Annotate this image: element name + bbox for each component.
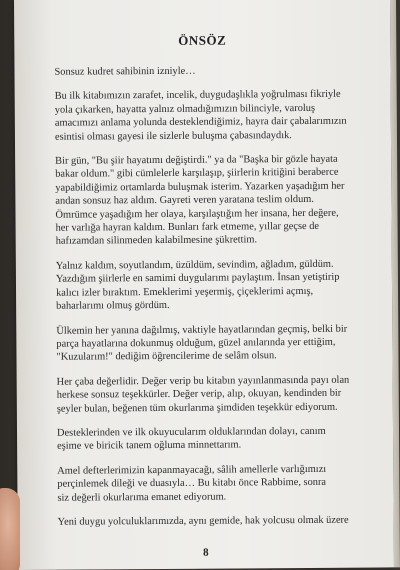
text-line: amacımızı anlama yolunda desteklendiğimiz, hayra dair çabalarımızın (54, 115, 347, 129)
text-line: perçinlemek dileği ve duasıyla… Bu kitabı önce Rabbime, sonra (57, 476, 327, 490)
paragraph (58, 513, 388, 529)
paragraph (57, 462, 387, 505)
text-line: Bir gün, "Bu şiir hayatımı değiştirdi." ya da "Başka bir gözle hayata (55, 153, 338, 167)
text-line: yola çıkarken, hayatta yalnız olmadığımızın bilinciyle, varoluş (54, 102, 316, 116)
page-edge (390, 0, 400, 567)
paragraph (56, 322, 386, 365)
paragraph (55, 88, 385, 144)
text-line: baharlarımı olmuş gördüm. (56, 300, 170, 312)
text-line: her varlığa hayran kaldım. Bunları fark etmeme, yıllar geçse de (55, 220, 320, 234)
text-line: herkese sonsuz teşekkürler. Değer verip, alıp, okuyan, kendinden bir (56, 387, 342, 401)
text-line: siz değerli okurlarıma emanet ediyorum. (57, 491, 227, 504)
text-line: Ülkemin her yanına dağılmış, vaktiyle hayatlarından geçmiş, belki bir (56, 323, 348, 337)
page-title: ÖNSÖZ (178, 32, 227, 48)
text-line: Bu ilk kitabımızın zarafet, incelik, duygudaşlıkla yoğrulması fikriyle (54, 89, 341, 103)
thumb (0, 488, 20, 570)
text-line: şeyler bulan, beğenen tüm okurlarıma şimdiden teşekkür ediyorum. (56, 401, 338, 415)
text-line: Ömrümce yaşadığım her olaya, karşılaştığım her insana, her değere, (55, 207, 339, 221)
text-line: "Kuzularım!" dediğim öğrencilerime de selâm olsun. (56, 350, 277, 364)
paragraph (55, 152, 386, 248)
paragraph (57, 424, 387, 453)
text-line: Sonsuz kudret sahibinin izniyle… (54, 65, 196, 78)
text-line: andan sonsuz haz aldım. Gayreti veren yaratana teslim oldum. (55, 194, 314, 207)
text-line: bakar oldum." gibi cümlelerle karşılaşıp, şiirlerin kritiğini beraberce (55, 167, 339, 181)
text-line: eşime ve biricik tanem oğluma minnettarım. (57, 439, 242, 453)
paragraph (54, 63, 384, 79)
body-text (54, 63, 387, 540)
text-line: hafızamdan silinmeden kalabilmesine şükrettim. (55, 234, 258, 248)
text-line: yapabildiğimiz ortamlarda buluşmak isterim. Yazarken yaşadığım her (55, 180, 345, 194)
paragraph (57, 373, 387, 416)
text-line: Desteklerinden ve ilk okuyucularım olduklarından dolayı, canım (56, 425, 326, 439)
text-line: kalıcı izler bıraktım. Emeklerimi yeşermiş, çiçeklerimi açmış, (56, 285, 314, 299)
text-line: esintisi olması gayesi ile sizlerle buluşma çabasındaydık. (54, 129, 292, 143)
book-page (14, 0, 394, 570)
text-line: Amel defterlerimizin kapanmayacağı, sâlih amellerle varlığımızı (57, 463, 327, 477)
page-number: 8 (203, 546, 209, 559)
text-line: Her çaba değerlidir. Değer verip bu kitabın yayınlanmasında payı olan (56, 374, 350, 388)
text-line: Yeni duygu yolculuklarımızda, aynı gemide, hak yolcusu olmak üzere (57, 514, 349, 528)
text-line: parça hayatlarına dokunmuş olduğum, güzel anılarında yer ettiğim, (56, 336, 336, 350)
paragraph (56, 257, 386, 313)
text-line: Yazdığım şiirlerle en samimi duygularımı paylaştım. İnsan yetiştirip (55, 272, 340, 285)
text-line: Yalnız kaldım, soyutlandım, üzüldüm, sevindim, ağladım, güldüm. (55, 258, 334, 272)
